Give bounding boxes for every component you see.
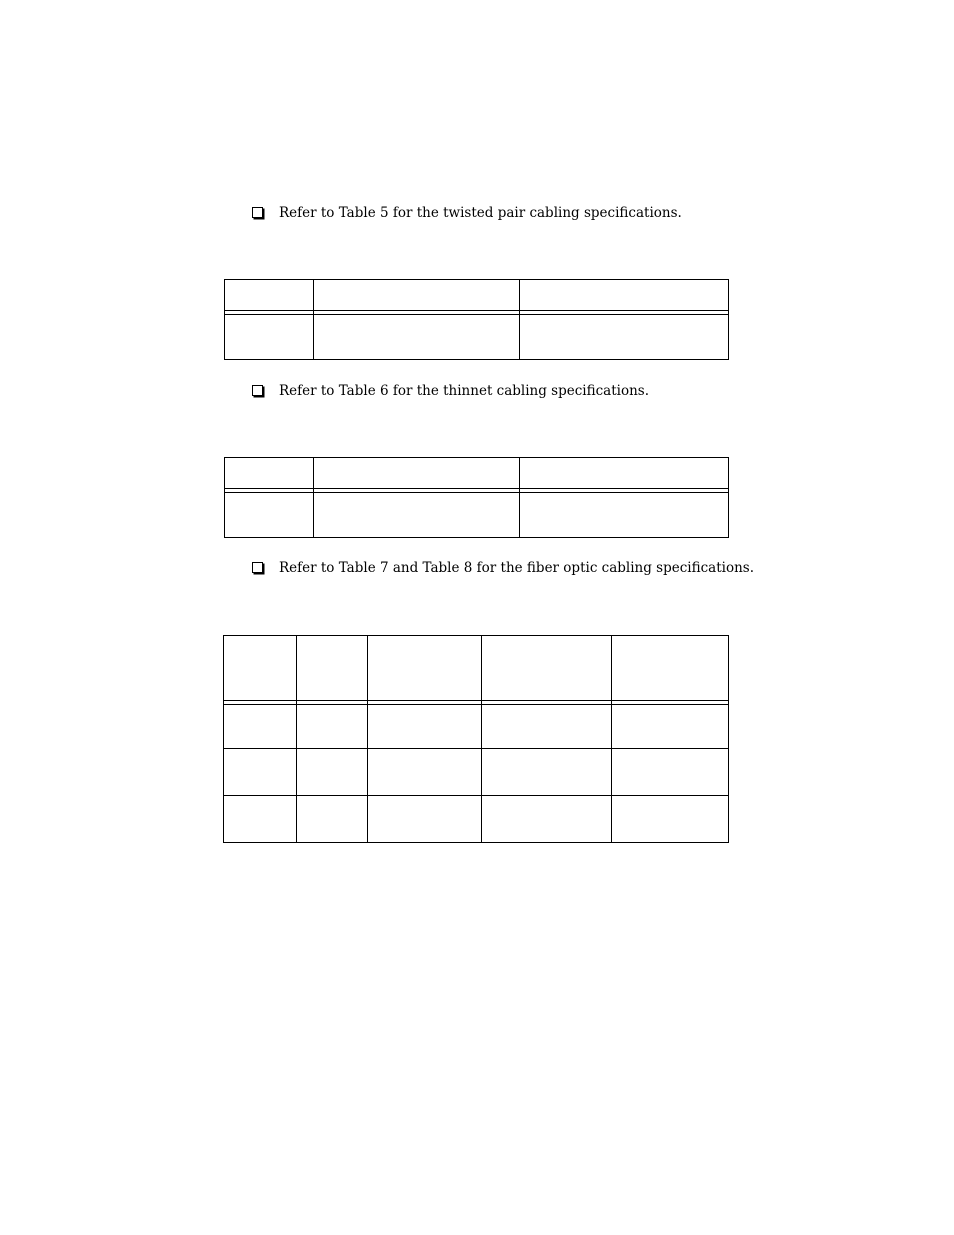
table-cell xyxy=(519,493,728,499)
bullet-text: Refer to Table 5 for the twisted pair cabling specifications. xyxy=(279,205,682,221)
header-cell xyxy=(367,636,481,642)
table-cell xyxy=(224,705,296,711)
table-cell xyxy=(296,705,367,711)
table-cell xyxy=(313,315,519,321)
table-5-twisted-pair xyxy=(224,279,729,360)
table-cell xyxy=(313,493,519,499)
table-cell xyxy=(367,749,481,755)
header-cell xyxy=(519,458,728,464)
header-rule-top xyxy=(224,700,728,701)
table-cell xyxy=(367,796,481,802)
header-rule-top xyxy=(225,310,728,311)
table-cell xyxy=(611,796,728,802)
header-cell xyxy=(519,280,728,286)
checkbox-bullet-icon xyxy=(252,562,263,573)
table-cell xyxy=(296,749,367,755)
table-cell xyxy=(481,705,611,711)
header-cell xyxy=(225,458,313,464)
table-cell xyxy=(224,796,296,802)
bullet-twisted-pair xyxy=(252,204,682,223)
table-cell xyxy=(519,315,728,321)
table-7-fiber-optic xyxy=(223,635,729,843)
table-cell xyxy=(611,705,728,711)
column-divider xyxy=(296,636,297,842)
table-cell xyxy=(224,749,296,755)
header-cell xyxy=(224,636,296,642)
table-cell xyxy=(367,705,481,711)
table-cell xyxy=(225,315,313,321)
header-rule-top xyxy=(225,488,728,489)
table-cell xyxy=(225,493,313,499)
table-cell xyxy=(296,796,367,802)
checkbox-bullet-icon xyxy=(252,207,263,218)
bullet-fiber-optic xyxy=(252,559,754,578)
table-6-thinnet xyxy=(224,457,729,538)
bullet-text: Refer to Table 7 and Table 8 for the fiber optic cabling specifications. xyxy=(279,560,755,576)
table-cell xyxy=(611,749,728,755)
header-cell xyxy=(225,280,313,286)
header-cell xyxy=(611,636,728,642)
header-cell xyxy=(313,280,519,286)
bullet-text: Refer to Table 6 for the thinnet cabling specifications. xyxy=(279,383,650,399)
table-cell xyxy=(481,796,611,802)
header-cell xyxy=(296,636,367,642)
checkbox-bullet-icon xyxy=(252,385,263,396)
column-divider xyxy=(481,636,482,842)
bullet-thinnet xyxy=(252,382,649,401)
column-divider xyxy=(367,636,368,842)
header-cell xyxy=(481,636,611,642)
header-cell xyxy=(313,458,519,464)
column-divider xyxy=(611,636,612,842)
table-cell xyxy=(481,749,611,755)
